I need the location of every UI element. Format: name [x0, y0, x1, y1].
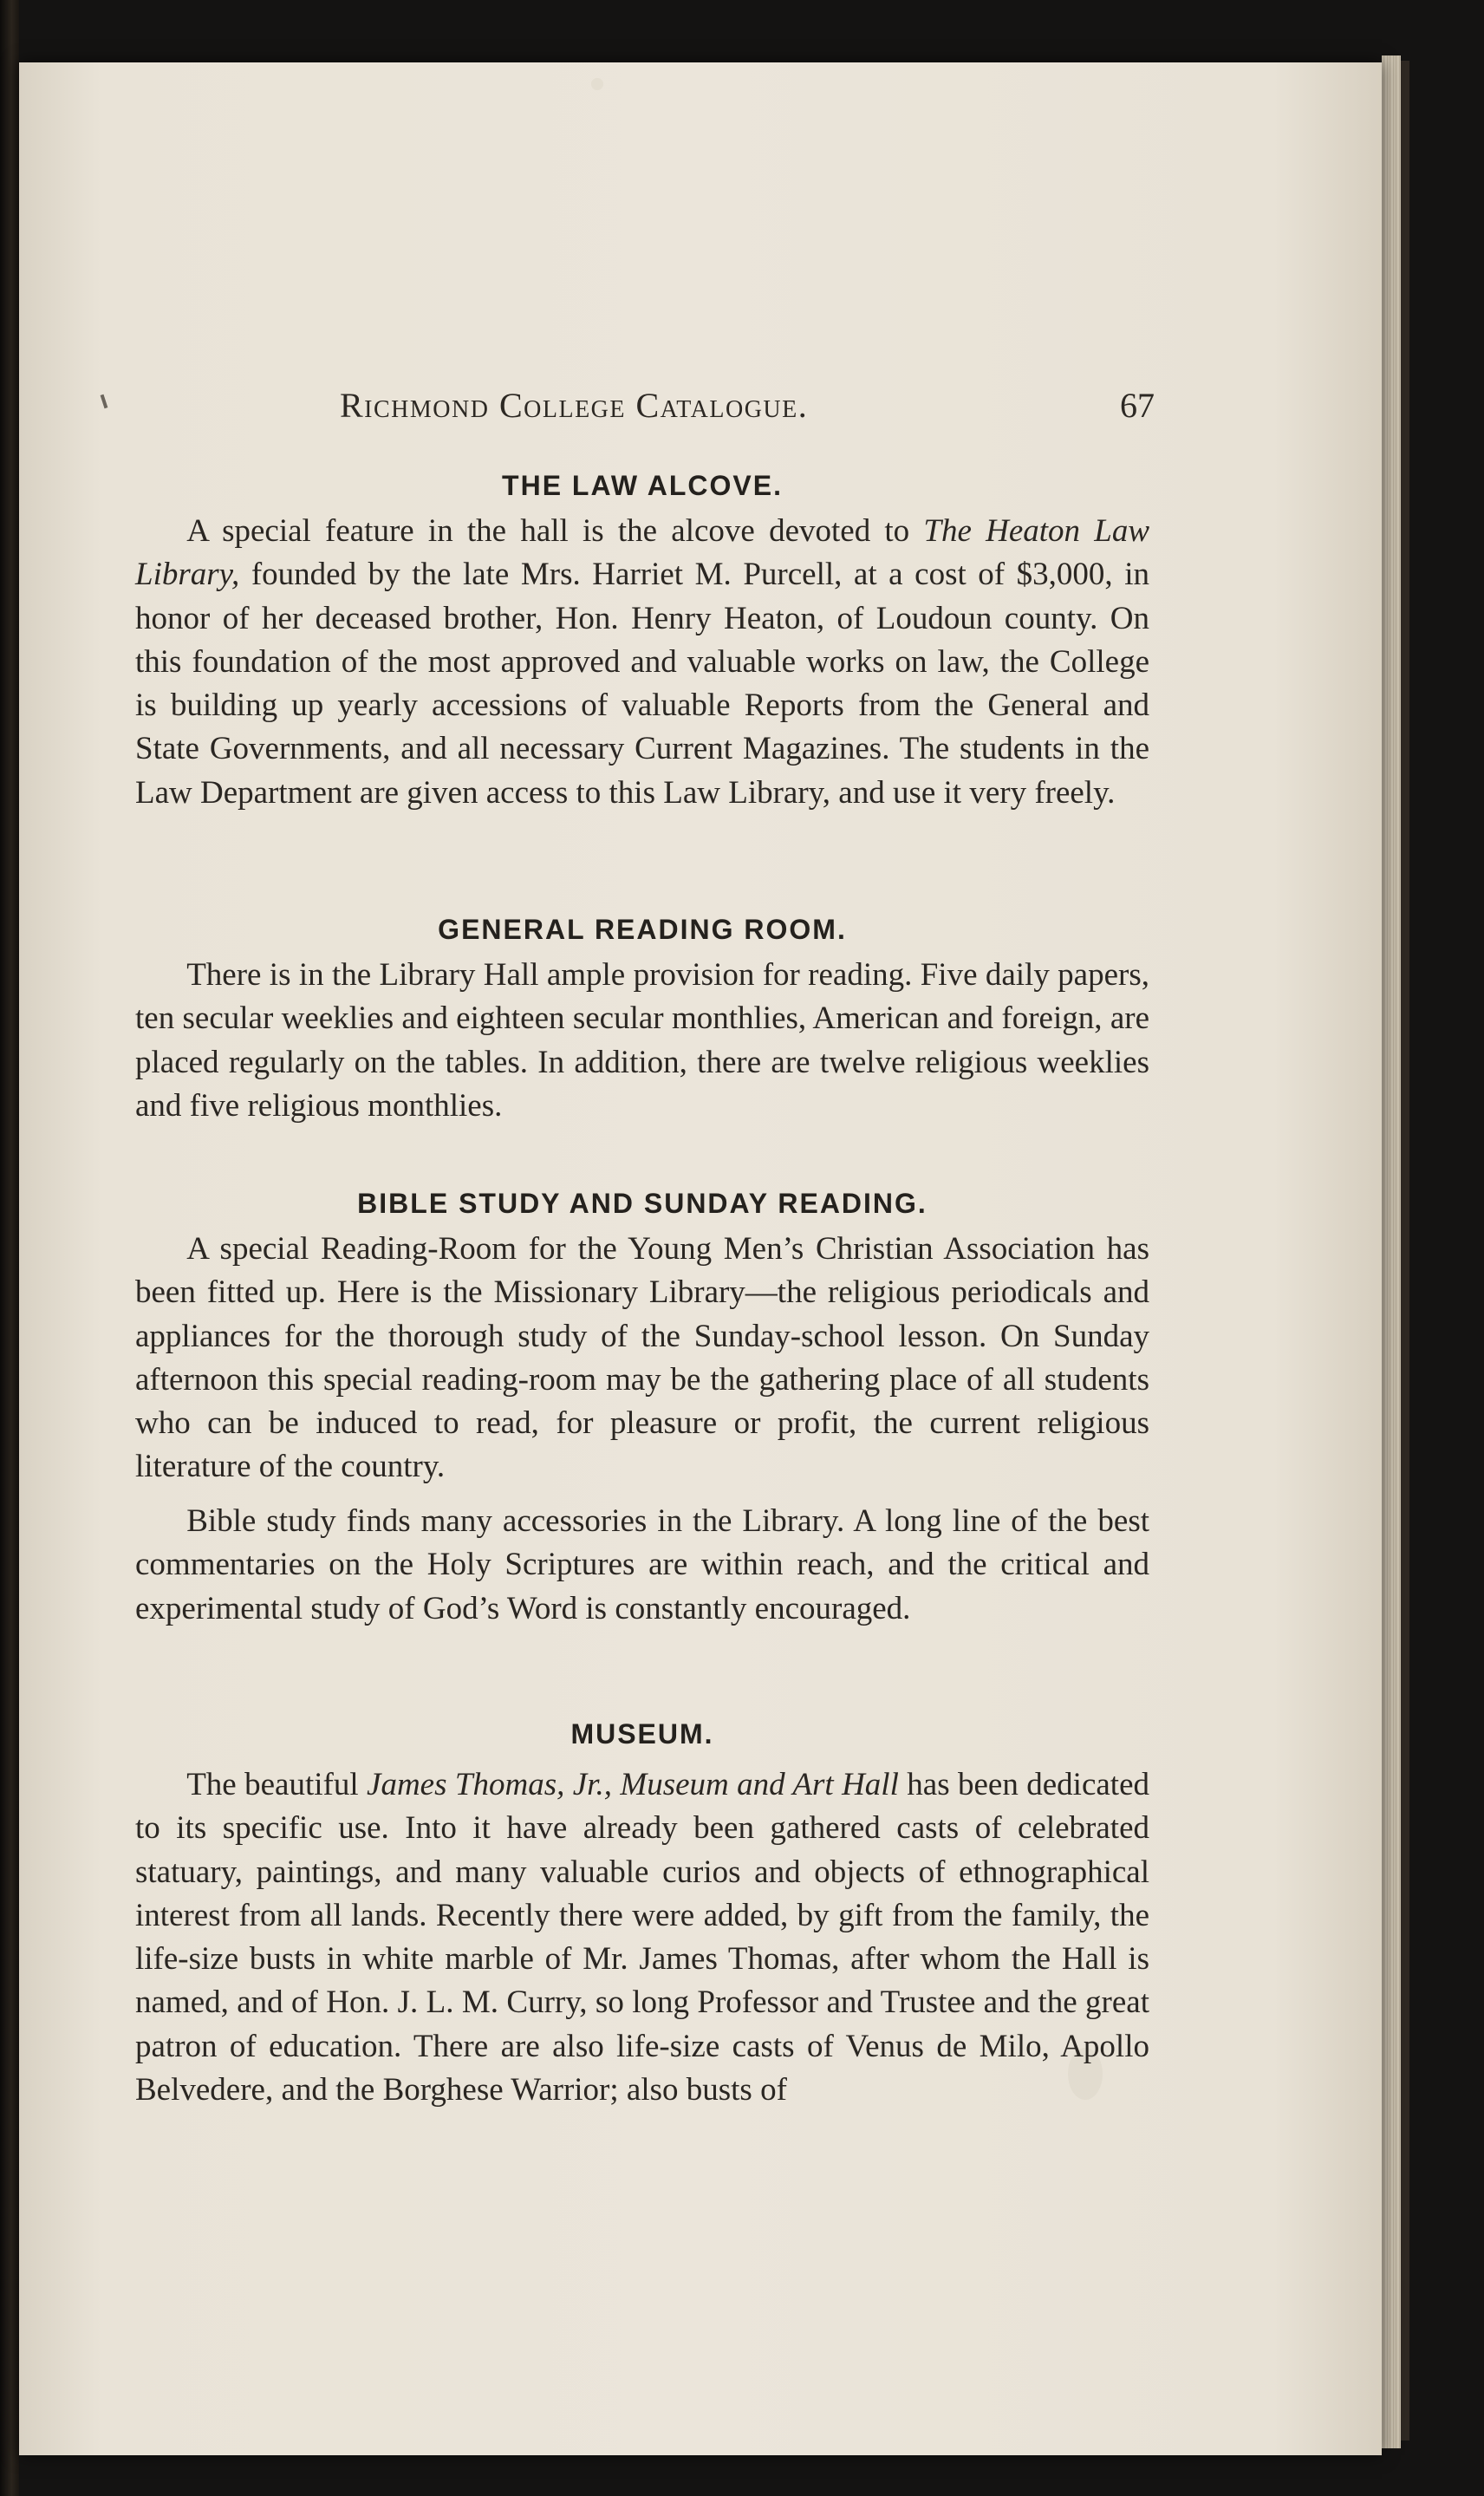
book-binding-edge [0, 0, 19, 2496]
page-stack-edge [1382, 55, 1401, 2448]
italic-title: The Heaton Law Library, [135, 513, 1150, 593]
paragraph-museum: The beautiful James Thomas, Jr., Museum and Art Hall has been dedicated to its specific use. Into it have already been gathered casts of celebrated statuary, paintings, and many valuable curios and objects of ethnographical interest from all lands. Recently there were added, by gift from the family, the life-size busts in white marble of Mr. James Thomas, after whom the Hall is named, and of Hon. J. L. M. Curry, so long Professor and Trustee and the great patron of education. There are also life-size casts of Venus de Milo, Apollo Belvedere, and the Borghese Warrior; also busts of [135, 1767, 1149, 2108]
running-head [340, 385, 1155, 433]
section-heading-general-reading-room: GENERAL READING ROOM. [438, 914, 847, 945]
italic-title: James Thomas, Jr., Museum and Art Hall [367, 1767, 899, 1802]
book-cover-edge [1401, 61, 1409, 2441]
page-number: 67 [1120, 386, 1155, 425]
paper-spot [591, 78, 603, 90]
running-title: Richmond College Catalogue. [340, 386, 809, 425]
section-heading-museum: MUSEUM. [570, 1718, 714, 1750]
paragraph-bible-study-1: A special Reading-Room for the Young Men’s Christian Association has been fitted up. Here is the Missionary Library—the religious periodicals and appliances for the thorough study of the Sunday-school lesson. On Sunday afternoon this special reading-room may be the gathering place of all students who can be induced to read, for pleasure or profit, the current religious literature of the country. [135, 1231, 1149, 1485]
paragraph-bible-study-2: Bible study finds many accessories in the Library. A long line of the best commentaries on the Holy Scriptures are within reach, and the critical and experimental study of God’s Word is constantly encouraged. [135, 1503, 1149, 1626]
paragraph-law-alcove: A special feature in the hall is the alcove devoted to The Heaton Law Library, founded by the late Mrs. Harriet M. Purcell, at a cost of $3,000, in honor of her deceased brother, Hon. Henry Heaton, of Loudoun county. On this foundation of the most approved and valuable works on law, the College is building up yearly accessions of valuable Reports from the General and State Governments, and all necessary Current Magazines. The students in the Law Department are given access to this Law Library, and use it very freely. [135, 513, 1150, 811]
margin-mark [101, 394, 108, 408]
section-heading-law-alcove: THE LAW ALCOVE. [502, 470, 783, 501]
book-page [19, 62, 1382, 2455]
section-heading-bible-study: BIBLE STUDY AND SUNDAY READING. [357, 1188, 928, 1219]
paragraph-general-reading-room: There is in the Library Hall ample provision for reading. Five daily papers, ten secular weeklies and eighteen secular monthlies, American and foreign, are placed regularly on the tables. In addition, there are twelve religious weeklies and five religious monthlies. [135, 957, 1149, 1124]
